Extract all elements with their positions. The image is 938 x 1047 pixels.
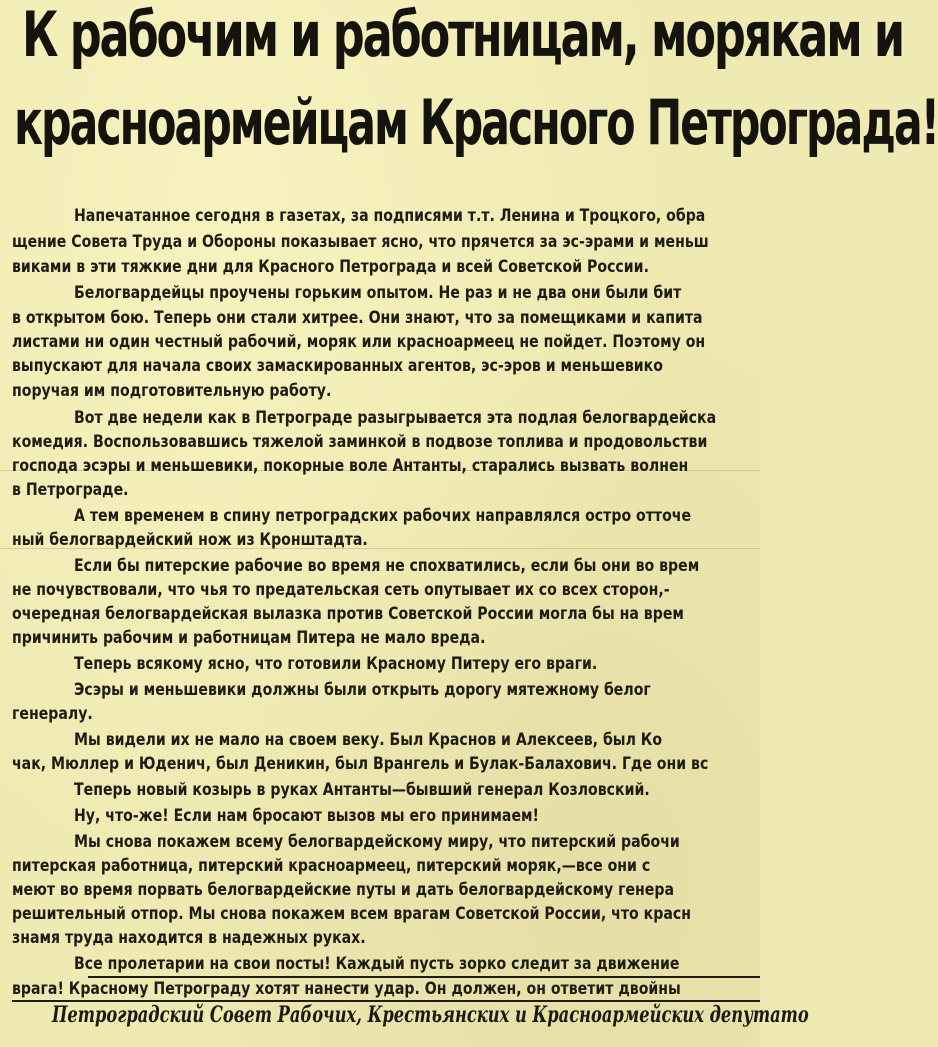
body-line: Теперь всякому ясно, что готовили Красному Питеру его враги. [74, 654, 598, 674]
body-line: поручая им подготовительную работу. [12, 381, 332, 401]
emphasis-underline [88, 976, 760, 978]
body-line: решительный отпор. Мы снова покажем всем врагам Советской России, что красн [12, 904, 691, 924]
body-line: врага! Красному Петрограду хотят нанести удар. Он должен, он ответит двойны [12, 979, 681, 999]
body-line: генералу. [12, 704, 93, 724]
body-line: в Петрограде. [12, 480, 129, 500]
body-line: А тем временем в спину петроградских рабочих направлялся остро отточе [74, 506, 692, 526]
body-line: листами ни один честный рабочий, моряк или красноармеец не пойдет. Поэтому он [12, 332, 706, 352]
body-line: выпускают для начала своих замаскированных агентов, эс-эров и меньшевико [12, 356, 663, 376]
body-line: причинить рабочим и работницам Питера не мало вреда. [12, 628, 486, 648]
body-line: Если бы питерские рабочие во время не спохватились, если бы они во врем [74, 556, 700, 576]
body-line: чак, Мюллер и Юденич, был Деникин, был Врангель и Булак-Балахович. Где они вс [12, 754, 709, 774]
body-line: Мы видели их не мало на своем веку. Был Краснов и Алексеев, был Ко [74, 730, 663, 750]
body-line: Все пролетарии на свои посты! Каждый пусть зорко следит за движение [74, 954, 680, 974]
headline-line-1: К рабочим и работницам, морякам и [22, 0, 904, 71]
body-line: питерская работница, питерский красноармеец, питерский моряк,—все они с [12, 856, 651, 876]
body-line: очередная белогвардейская вылазка против Советской России могла бы на врем [12, 604, 684, 624]
body-line: щение Совета Труда и Обороны показывает ясно, что прячется за эс-эрами и меньш [12, 232, 709, 252]
headline-line-2: красноармейцам Красного Петрограда! [14, 86, 938, 159]
body-line: Мы снова покажем всему белогвардейскому миру, что питерский рабочи [74, 832, 680, 852]
signature-line: Петроградский Совет Рабочих, Крестьянских и Красноармейских депутато [52, 1002, 809, 1028]
body-line: господа эсэры и меньшевики, покорные воле Антанты, старались вызвать волнен [12, 456, 689, 476]
body-line: виками в эти тяжкие дни для Красного Петрограда и всей Советской России. [12, 257, 649, 277]
body-line: комедия. Воспользовавшись тяжелой заминкой в подвозе топлива и продовольстви [12, 432, 708, 452]
body-line: Ну, что-же! Если нам бросают вызов мы его принимаем! [74, 806, 539, 826]
body-line: знамя труда находится в надежных руках. [12, 928, 366, 948]
body-line: ный белогвардейский нож из Кронштадта. [12, 530, 368, 550]
body-line: в открытом бою. Теперь они стали хитрее. Они знают, что за помещиками и капита [12, 308, 703, 328]
body-line: Вот две недели как в Петрограде разыгрывается эта подлая белогвардейска [74, 408, 717, 428]
body-line: не почувствовали, что чья то предательская сеть опутывает их со всех сторон,- [12, 580, 670, 600]
body-line: Эсэры и меньшевики должны были открыть дорогу мятежному белог [74, 680, 651, 700]
body-line: Теперь новый козырь в руках Антанты—бывший генерал Козловский. [74, 780, 650, 800]
body-line: Напечатанное сегодня в газетах, за подписями т.т. Ленина и Троцкого, обра [74, 206, 706, 226]
body-line: меют во время порвать белогвардейские путы и дать белогвардейскому генера [12, 880, 675, 900]
body-line: Белогвардейцы проучены горьким опытом. Не раз и не два они были бит [74, 283, 682, 303]
